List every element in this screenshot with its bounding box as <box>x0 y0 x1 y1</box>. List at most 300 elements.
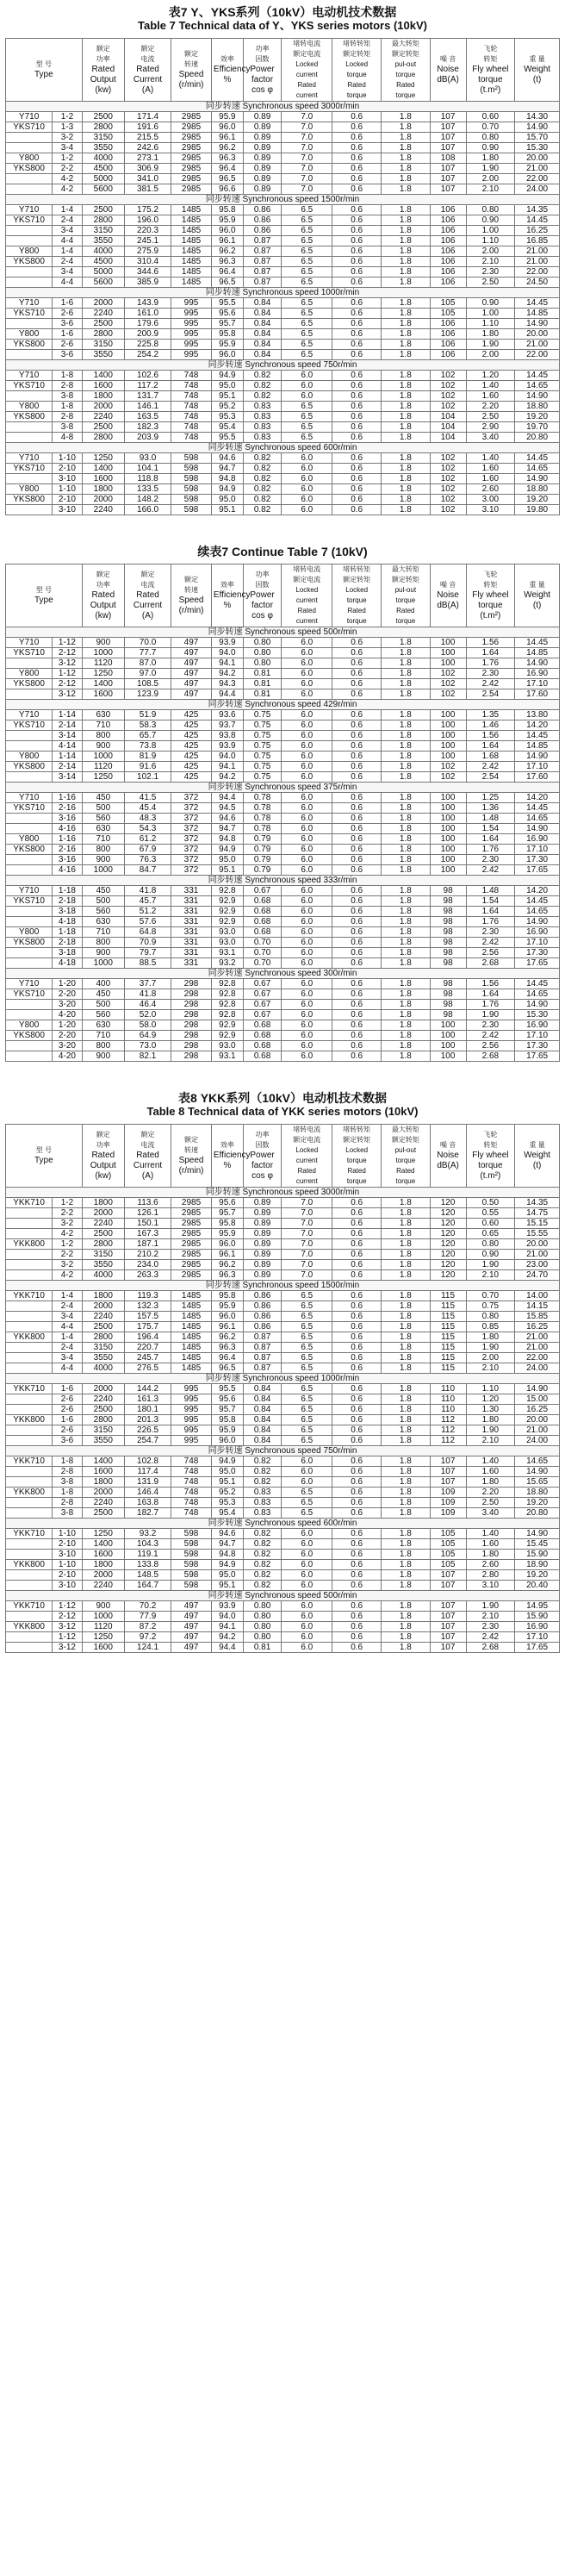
data-cell: 21.00 <box>515 1250 560 1260</box>
table-row <box>6 391 560 402</box>
data-cell: 1-6 <box>53 298 82 309</box>
table-row <box>6 1436 560 1446</box>
header-text: Speed <box>178 70 204 79</box>
type-cell: Y710 <box>6 453 53 464</box>
data-cell: 161.3 <box>124 1394 171 1405</box>
table-row <box>6 648 560 658</box>
sync-speed-label: 同步转速 Synchronous speed 500r/min <box>6 1591 560 1601</box>
data-cell: 450 <box>82 886 124 896</box>
header-text: 重 量 <box>529 55 545 63</box>
data-cell: 0.6 <box>332 1467 382 1477</box>
data-cell: 107 <box>430 1456 466 1467</box>
data-cell: 175.2 <box>124 205 171 215</box>
data-cell: 0.70 <box>466 122 515 133</box>
header-locked_current <box>282 39 332 102</box>
data-cell: 187.1 <box>124 1239 171 1250</box>
data-cell: 2500 <box>82 205 124 215</box>
data-cell: 51.9 <box>124 710 171 720</box>
data-cell: 995 <box>171 319 212 329</box>
data-cell: 0.6 <box>332 1508 382 1519</box>
data-cell: 748 <box>171 1488 212 1498</box>
data-cell: 598 <box>171 1539 212 1550</box>
data-cell: 20.80 <box>515 1508 560 1519</box>
data-cell: 344.6 <box>124 267 171 278</box>
data-cell: 1.48 <box>466 886 515 896</box>
data-cell: 95.9 <box>211 112 243 122</box>
data-cell: 96.3 <box>211 1343 243 1353</box>
data-cell: 0.6 <box>332 1415 382 1425</box>
type-cell <box>6 391 53 402</box>
header-eff <box>211 564 251 627</box>
data-cell: 94.0 <box>211 752 243 762</box>
table-row <box>6 1000 560 1010</box>
data-cell: 1.8 <box>382 1239 431 1250</box>
data-cell: 6.0 <box>282 1051 332 1062</box>
data-cell: 2-8 <box>53 1498 82 1508</box>
data-cell: 1.8 <box>382 371 431 381</box>
data-cell: 14.95 <box>515 1601 560 1612</box>
data-cell: 41.8 <box>124 886 171 896</box>
data-cell: 2500 <box>82 422 124 433</box>
data-cell: 2240 <box>82 1219 124 1229</box>
header-current <box>124 39 171 102</box>
data-cell: 5000 <box>82 174 124 184</box>
data-cell: 3-2 <box>53 133 82 143</box>
data-cell: 0.6 <box>332 474 382 484</box>
header-text: (kw) <box>95 611 112 621</box>
data-cell: 104.1 <box>124 464 171 474</box>
header-text: pul-out <box>394 1146 417 1154</box>
data-cell: 1000 <box>82 752 124 762</box>
type-cell <box>6 1000 53 1010</box>
data-cell: 1.64 <box>466 989 515 1000</box>
data-cell: 2800 <box>82 433 124 443</box>
data-cell: 2.42 <box>466 762 515 772</box>
data-cell: 6.0 <box>282 834 332 845</box>
data-cell: 98 <box>430 948 466 958</box>
data-cell: 0.87 <box>243 257 281 267</box>
data-cell: 1600 <box>82 689 124 700</box>
table-row <box>6 1560 560 1570</box>
data-cell: 1.64 <box>466 834 515 845</box>
header-text: torque <box>346 617 367 625</box>
data-cell: 0.6 <box>332 1198 382 1208</box>
data-cell: 109 <box>430 1498 466 1508</box>
data-cell: 1.64 <box>466 648 515 658</box>
data-cell: 2.30 <box>466 1020 515 1031</box>
data-cell: 0.82 <box>243 1570 281 1581</box>
header-text: 飞轮 <box>483 45 498 53</box>
data-cell: 497 <box>171 638 212 648</box>
data-cell: 105 <box>430 1550 466 1560</box>
data-cell: 710 <box>82 834 124 845</box>
data-cell: 1.8 <box>382 752 431 762</box>
type-cell: YKK710 <box>6 1291 53 1301</box>
data-cell: 0.60 <box>466 112 515 122</box>
data-cell: 6.0 <box>282 803 332 814</box>
table-row <box>6 319 560 329</box>
data-cell: 1.80 <box>466 1415 515 1425</box>
data-cell: 95.4 <box>211 422 243 433</box>
data-cell: 95.3 <box>211 412 243 422</box>
data-cell: 6.5 <box>282 267 332 278</box>
data-cell: 17.10 <box>515 762 560 772</box>
data-cell: 92.9 <box>211 1031 243 1041</box>
data-cell: 1.8 <box>382 464 431 474</box>
data-cell: 0.89 <box>243 174 281 184</box>
data-cell: 2-16 <box>53 845 82 855</box>
data-cell: 96.2 <box>211 246 243 257</box>
data-cell: 372 <box>171 855 212 865</box>
data-cell: 2800 <box>82 122 124 133</box>
data-cell: 0.82 <box>243 1560 281 1570</box>
data-cell: 7.0 <box>282 122 332 133</box>
data-cell: 1.76 <box>466 658 515 669</box>
data-cell: 100 <box>430 710 466 720</box>
data-cell: 92.8 <box>211 886 243 896</box>
data-cell: 0.70 <box>243 948 281 958</box>
data-cell: 1250 <box>82 453 124 464</box>
data-cell: 16.25 <box>515 1322 560 1332</box>
data-cell: 0.68 <box>243 896 281 907</box>
data-cell: 1485 <box>171 1343 212 1353</box>
table-row <box>6 484 560 495</box>
data-cell: 0.6 <box>332 433 382 443</box>
sync-speed-row <box>6 969 560 979</box>
header-text: Rated <box>396 607 415 614</box>
sync-speed-row <box>6 1281 560 1291</box>
data-cell: 94.4 <box>211 793 243 803</box>
data-cell: 2.00 <box>466 174 515 184</box>
data-cell: 0.79 <box>243 865 281 876</box>
data-cell: 1.8 <box>382 689 431 700</box>
data-cell: 106 <box>430 319 466 329</box>
data-cell: 598 <box>171 1560 212 1570</box>
data-cell: 0.84 <box>243 309 281 319</box>
data-cell: 1.8 <box>382 679 431 689</box>
table-row <box>6 412 560 422</box>
data-cell: 0.80 <box>466 133 515 143</box>
data-cell: 2-6 <box>53 1405 82 1415</box>
header-noise <box>430 39 466 102</box>
table-row <box>6 381 560 391</box>
data-cell: 0.6 <box>332 1229 382 1239</box>
data-cell: 3-6 <box>53 350 82 360</box>
sync-speed-label: 同步转速 Synchronous speed 3000r/min <box>6 1188 560 1198</box>
data-cell: 6.5 <box>282 1415 332 1425</box>
data-cell: 4000 <box>82 1270 124 1281</box>
data-cell: 6.0 <box>282 989 332 1000</box>
data-cell: 6.0 <box>282 979 332 989</box>
table-row <box>6 1260 560 1270</box>
data-cell: 95.8 <box>211 205 243 215</box>
data-cell: 0.6 <box>332 1612 382 1622</box>
data-cell: 0.6 <box>332 824 382 834</box>
data-cell: 95.1 <box>211 1477 243 1488</box>
data-cell: 2.68 <box>466 958 515 969</box>
data-cell: 800 <box>82 1041 124 1051</box>
data-cell: 1.8 <box>382 122 431 133</box>
data-cell: 76.3 <box>124 855 171 865</box>
header-output <box>82 39 124 102</box>
data-cell: 0.6 <box>332 669 382 679</box>
header-text: Rated <box>347 607 366 614</box>
data-cell: 6.0 <box>282 1041 332 1051</box>
data-cell: 15.30 <box>515 143 560 153</box>
data-cell: 100 <box>430 855 466 865</box>
header-text: torque <box>395 71 416 78</box>
data-cell: 119.1 <box>124 1550 171 1560</box>
table-row <box>6 267 560 278</box>
data-cell: 1.60 <box>466 391 515 402</box>
header-text: 额定 <box>96 1131 110 1138</box>
data-cell: 179.6 <box>124 319 171 329</box>
data-cell: 1.8 <box>382 1632 431 1643</box>
data-cell: 4-20 <box>53 1010 82 1020</box>
data-cell: 1.90 <box>466 1260 515 1270</box>
data-cell: 1-16 <box>53 834 82 845</box>
data-cell: 0.86 <box>243 1291 281 1301</box>
table-row <box>6 938 560 948</box>
header-current <box>124 564 171 627</box>
data-cell: 0.68 <box>243 1020 281 1031</box>
data-cell: 0.6 <box>332 464 382 474</box>
table-row <box>6 1208 560 1219</box>
data-cell: 2800 <box>82 329 124 340</box>
data-cell: 0.81 <box>243 1643 281 1653</box>
data-cell: 800 <box>82 731 124 741</box>
type-cell <box>6 658 53 669</box>
data-cell: 4-14 <box>53 741 82 752</box>
header-text: 飞轮 <box>483 571 498 578</box>
data-cell: 4-2 <box>53 1270 82 1281</box>
type-cell: YKS710 <box>6 896 53 907</box>
data-cell: 1.80 <box>466 329 515 340</box>
data-cell: 94.9 <box>211 845 243 855</box>
data-cell: 500 <box>82 896 124 907</box>
data-cell: 425 <box>171 731 212 741</box>
type-cell <box>6 772 53 783</box>
type-cell <box>6 731 53 741</box>
header-text: 额定转矩 <box>391 576 419 583</box>
type-cell: YKS710 <box>6 309 53 319</box>
data-cell: 2.00 <box>466 1353 515 1363</box>
header-text: torque <box>395 91 416 99</box>
header-text: (t) <box>532 1161 542 1170</box>
header-text: Rated <box>91 590 115 600</box>
data-cell: 6.0 <box>282 495 332 505</box>
data-cell: 20.00 <box>515 329 560 340</box>
header-text: current <box>295 71 318 78</box>
data-cell: 95.7 <box>211 1405 243 1415</box>
header-text: 额定 <box>96 571 110 578</box>
data-cell: 3-10 <box>53 505 82 515</box>
data-cell: 93.0 <box>211 938 243 948</box>
data-cell: 120 <box>430 1198 466 1208</box>
data-cell: 0.6 <box>332 648 382 658</box>
data-cell: 450 <box>82 793 124 803</box>
data-cell: 1.8 <box>382 484 431 495</box>
data-cell: 94.8 <box>211 834 243 845</box>
sync-speed-label: 同步转速 Synchronous speed 1000r/min <box>6 288 560 298</box>
table-row <box>6 731 560 741</box>
type-cell <box>6 1363 53 1374</box>
table-row <box>6 340 560 350</box>
data-cell: 0.89 <box>243 164 281 174</box>
data-cell: 2-6 <box>53 309 82 319</box>
data-cell: 17.65 <box>515 1643 560 1653</box>
data-cell: 2.10 <box>466 184 515 195</box>
data-cell: 96.2 <box>211 1260 243 1270</box>
data-cell: 3-10 <box>53 1550 82 1560</box>
header-speed <box>171 39 212 102</box>
data-cell: 0.6 <box>332 1488 382 1498</box>
header-text: Efficiency <box>213 65 251 74</box>
data-cell: 98 <box>430 979 466 989</box>
sync-speed-row <box>6 1374 560 1384</box>
table-row <box>6 453 560 464</box>
data-cell: 0.6 <box>332 1456 382 1467</box>
data-cell: 0.6 <box>332 1353 382 1363</box>
data-cell: 144.2 <box>124 1384 171 1394</box>
data-cell: 14.85 <box>515 309 560 319</box>
table-row <box>6 1250 560 1260</box>
data-cell: 14.85 <box>515 648 560 658</box>
data-cell: 372 <box>171 834 212 845</box>
table-title-cn: 表8 YKK系列（10kV）电动机技术数据 <box>178 1091 387 1105</box>
data-cell: 0.6 <box>332 298 382 309</box>
table-row <box>6 1198 560 1208</box>
data-cell: 107 <box>430 143 466 153</box>
data-cell: 0.89 <box>243 112 281 122</box>
data-cell: 102 <box>430 484 466 495</box>
header-text: Efficiency <box>213 1151 251 1160</box>
header-text: dB(A) <box>437 601 459 610</box>
data-cell: 0.6 <box>332 1436 382 1446</box>
data-cell: 560 <box>82 814 124 824</box>
data-cell: 107 <box>430 1643 466 1653</box>
data-cell: 6.5 <box>282 1488 332 1498</box>
data-cell: 6.0 <box>282 1643 332 1653</box>
data-cell: 0.6 <box>332 340 382 350</box>
data-cell: 95.5 <box>211 298 243 309</box>
type-cell <box>6 865 53 876</box>
table-row <box>6 309 560 319</box>
data-cell: 96.0 <box>211 1312 243 1322</box>
data-cell: 6.5 <box>282 319 332 329</box>
data-cell: 0.84 <box>243 1415 281 1425</box>
data-cell: 2-8 <box>53 381 82 391</box>
header-text: 额定转矩 <box>391 50 419 58</box>
header-fly <box>466 1125 515 1188</box>
data-cell: 0.6 <box>332 793 382 803</box>
data-cell: 6.5 <box>282 278 332 288</box>
data-cell: 24.50 <box>515 278 560 288</box>
data-cell: 1.8 <box>382 896 431 907</box>
data-cell: 497 <box>171 669 212 679</box>
header-text: 重 量 <box>529 581 545 589</box>
data-cell: 6.0 <box>282 710 332 720</box>
data-cell: 0.6 <box>332 845 382 855</box>
data-cell: 560 <box>82 907 124 917</box>
data-cell: 17.10 <box>515 1031 560 1041</box>
data-cell: 425 <box>171 772 212 783</box>
data-cell: 4-2 <box>53 1229 82 1239</box>
data-cell: 1-18 <box>53 927 82 938</box>
header-text: 功率 <box>255 1131 270 1138</box>
sync-speed-row <box>6 443 560 453</box>
data-cell: 17.10 <box>515 845 560 855</box>
data-cell: 0.79 <box>243 855 281 865</box>
data-cell: 748 <box>171 1467 212 1477</box>
data-cell: 995 <box>171 1405 212 1415</box>
data-cell: 0.6 <box>332 1529 382 1539</box>
type-cell <box>6 741 53 752</box>
data-cell: 96.3 <box>211 1270 243 1281</box>
data-cell: 0.67 <box>243 886 281 896</box>
data-cell: 96.0 <box>211 226 243 236</box>
data-cell: 710 <box>82 720 124 731</box>
table-title-cn: 续表7 Continue Table 7 (10kV) <box>197 545 368 558</box>
data-cell: 19.70 <box>515 422 560 433</box>
data-cell: 425 <box>171 710 212 720</box>
data-cell: 0.6 <box>332 1301 382 1312</box>
data-cell: 0.86 <box>243 1301 281 1312</box>
sync-speed-label: 同步转速 Synchronous speed 3000r/min <box>6 102 560 112</box>
data-cell: 107 <box>430 1632 466 1643</box>
data-cell: 0.6 <box>332 927 382 938</box>
data-cell: 2985 <box>171 1239 212 1250</box>
data-cell: 0.6 <box>332 184 382 195</box>
header-text: Speed <box>178 1156 204 1165</box>
data-cell: 0.82 <box>243 1581 281 1591</box>
header-text: Locked <box>345 1146 369 1154</box>
header-text: torque <box>478 1161 503 1170</box>
data-cell: 2-12 <box>53 648 82 658</box>
table-row <box>6 824 560 834</box>
data-cell: 2240 <box>82 1312 124 1322</box>
data-cell: 1.8 <box>382 658 431 669</box>
type-cell <box>6 143 53 153</box>
data-cell: 0.6 <box>332 886 382 896</box>
data-cell: 100 <box>430 814 466 824</box>
data-cell: 0.82 <box>243 484 281 495</box>
data-cell: 96.5 <box>211 174 243 184</box>
data-cell: 995 <box>171 350 212 360</box>
data-cell: 1.8 <box>382 1363 431 1374</box>
data-cell: 0.89 <box>243 133 281 143</box>
spec-table <box>5 1124 560 1653</box>
data-cell: 70.2 <box>124 1601 171 1612</box>
sync-speed-label: 同步转速 Synchronous speed 750r/min <box>6 1446 560 1456</box>
data-cell: 0.75 <box>243 741 281 752</box>
data-cell: 2-6 <box>53 1425 82 1436</box>
type-cell: YKS710 <box>6 720 53 731</box>
data-cell: 18.80 <box>515 402 560 412</box>
data-cell: 175.7 <box>124 1322 171 1332</box>
type-cell: YKS710 <box>6 464 53 474</box>
header-text: 堵转转矩 <box>343 40 371 47</box>
data-cell: 3150 <box>82 133 124 143</box>
data-cell: 7.0 <box>282 164 332 174</box>
data-cell: 0.80 <box>466 205 515 215</box>
data-cell: 2985 <box>171 153 212 164</box>
data-cell: 3.40 <box>466 1508 515 1519</box>
sync-speed-label: 同步转速 Synchronous speed 600r/min <box>6 1519 560 1529</box>
data-cell: 2-4 <box>53 257 82 267</box>
data-cell: 226.5 <box>124 1425 171 1436</box>
data-cell: 0.83 <box>243 1488 281 1498</box>
